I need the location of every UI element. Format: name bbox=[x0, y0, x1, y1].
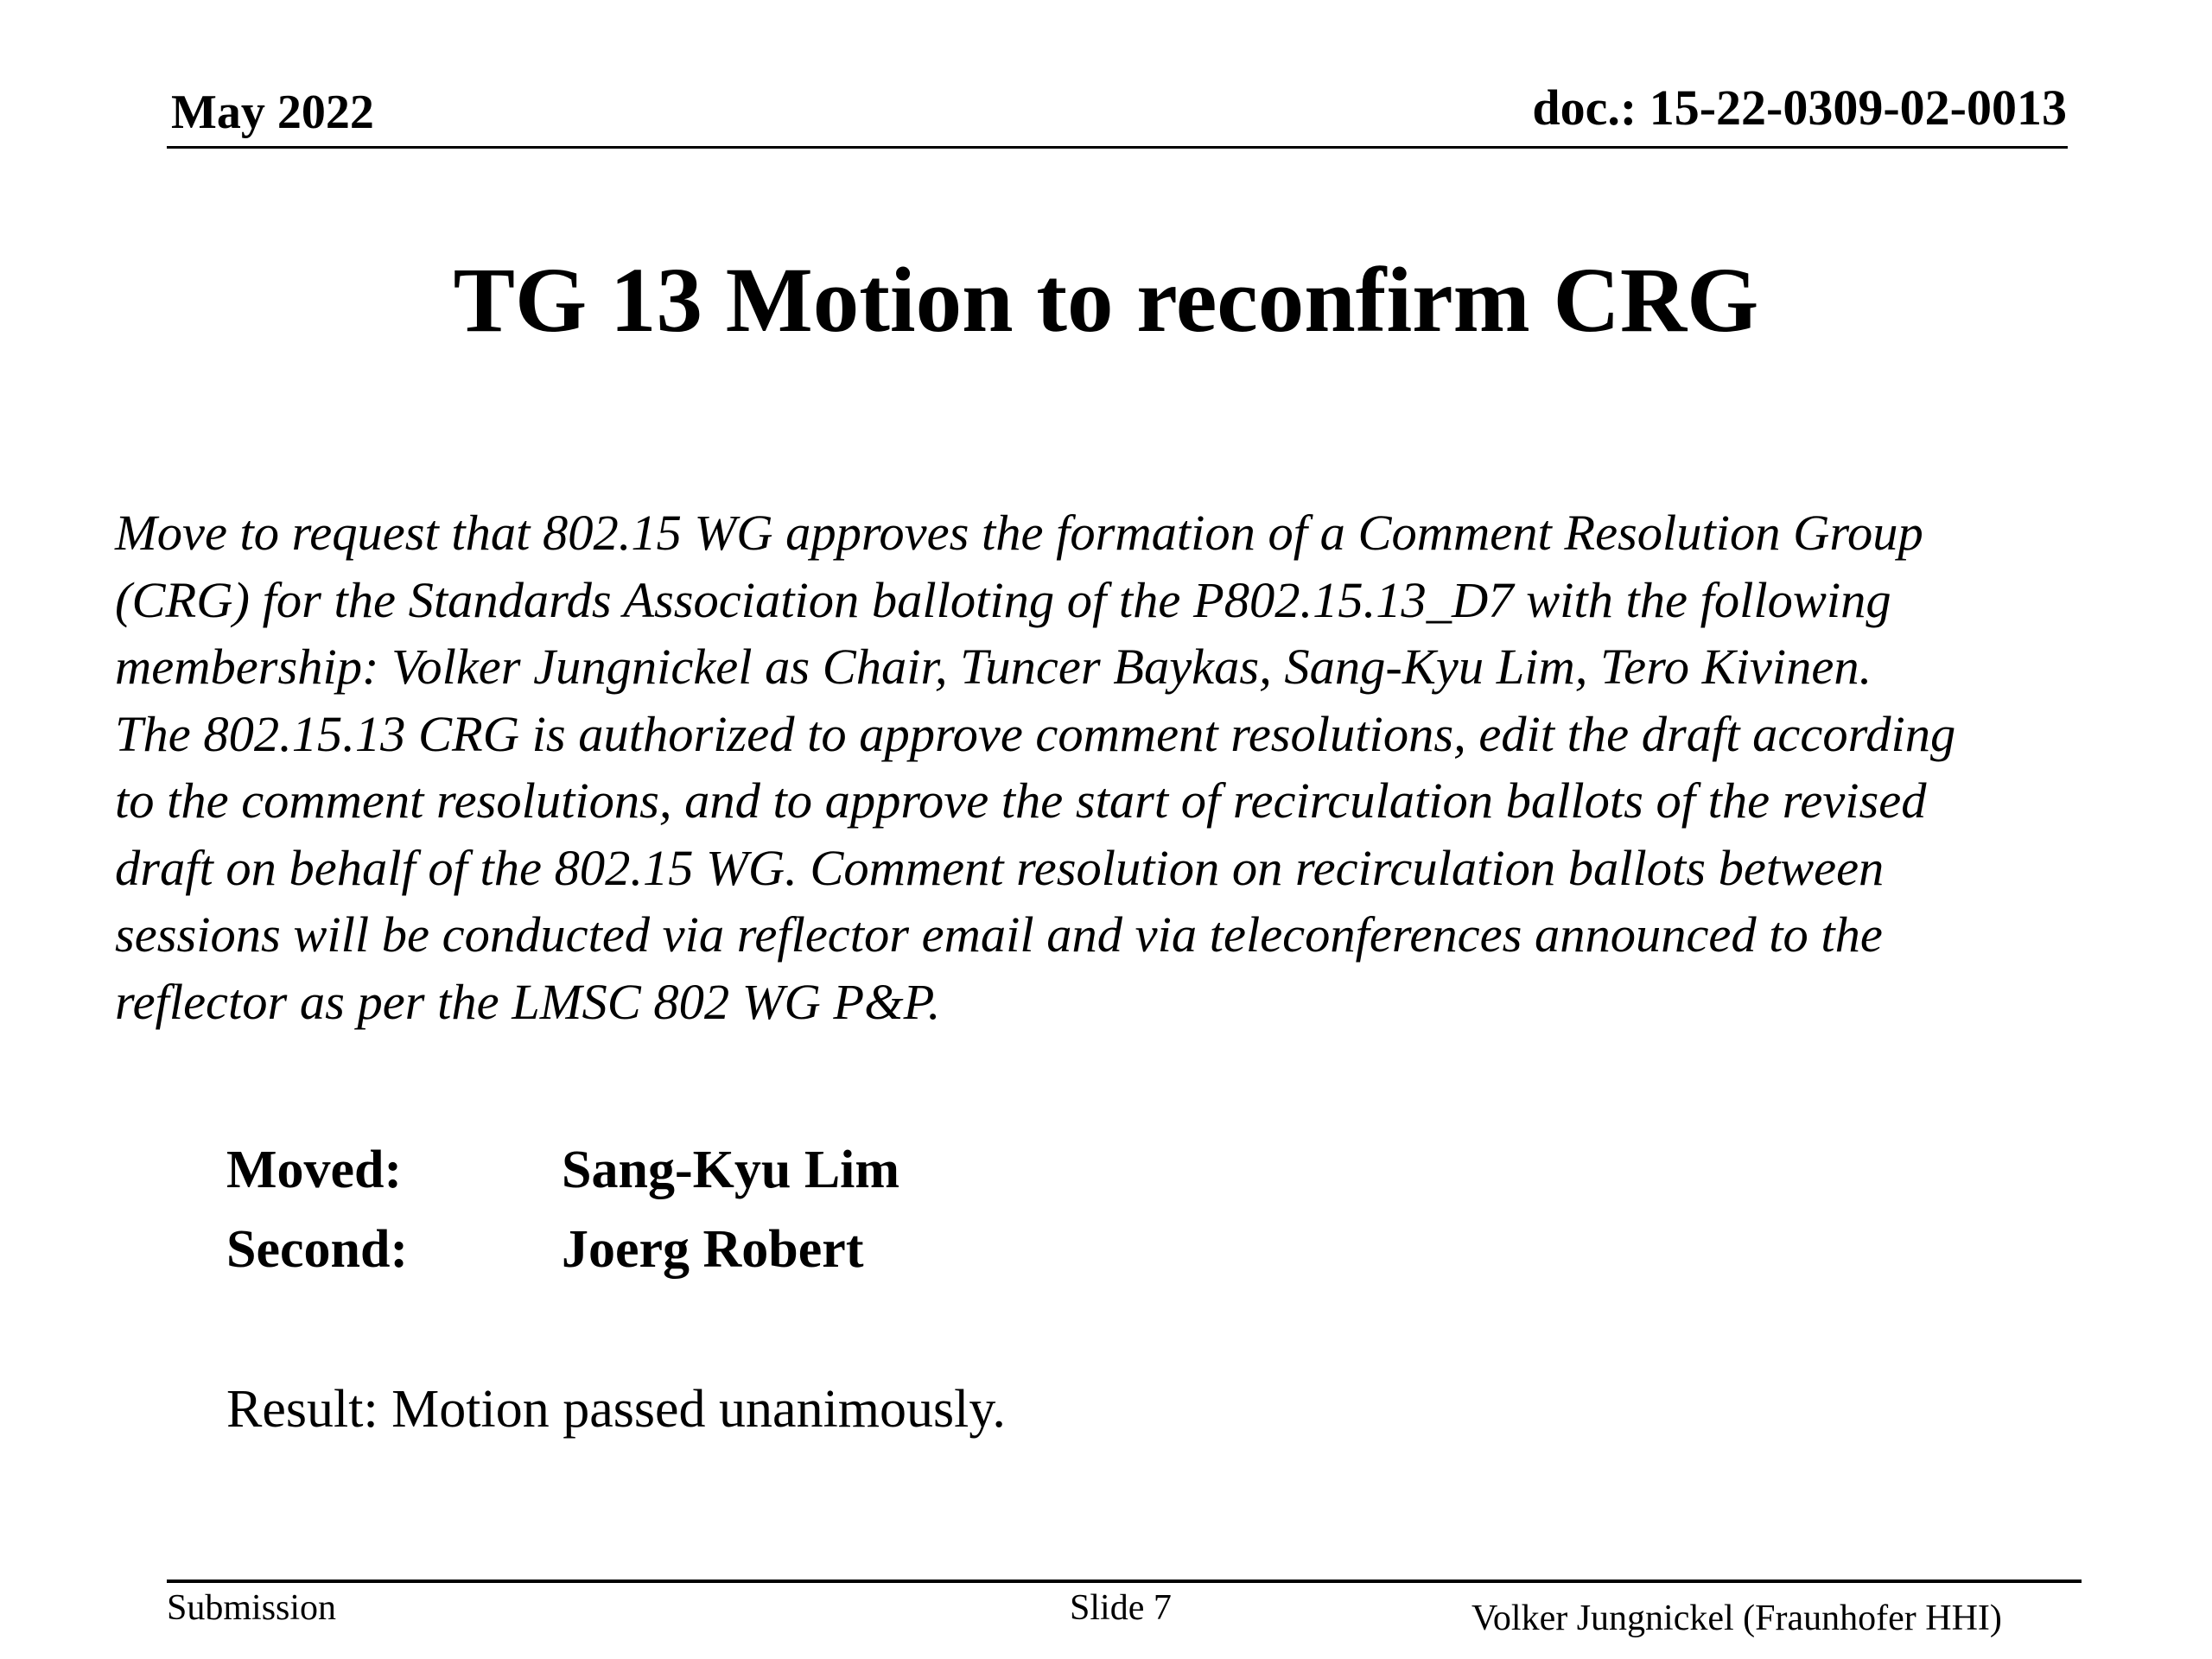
footer-author: Volker Jungnickel (Fraunhofer HHI) bbox=[1471, 1599, 2002, 1638]
footer-submission: Submission bbox=[167, 1588, 337, 1628]
footer-slide-number: Slide 7 bbox=[1070, 1588, 1172, 1628]
header-doc-id: doc.: 15-22-0309-02-0013 bbox=[1532, 79, 2067, 136]
second-row bbox=[226, 1220, 864, 1279]
header-divider bbox=[167, 146, 2068, 149]
slide-title: TG 13 Motion to reconfirm CRG bbox=[453, 250, 1759, 352]
moved-name: Sang-Kyu Lim bbox=[562, 1141, 900, 1199]
second-name: Joerg Robert bbox=[562, 1220, 864, 1279]
header-date: May 2022 bbox=[171, 86, 374, 139]
motion-text: Move to request that 802.15 WG approves the formation of a Comment Resolution Group (CRG) for the Standards Association balloting of the P802.15.13_D7 with the following membership: Volker Jungnickel as Chair, Tuncer Baykas, Sang-Kyu Lim, Tero Kivinen. The 802.15.13 CRG is authorized to approve comment resolutions, edit the draft according to the comment resolutions, and to approve the start of recirculation ballots of the revised draft on behalf of the 802.15 WG. Comment resolution on recirculation ballots between sessions will be conducted via reflector email and via teleconferences announced to the reflector as per the LMSC 802 WG P&P. bbox=[115, 505, 1956, 1030]
footer-divider bbox=[167, 1580, 2082, 1583]
moved-row bbox=[226, 1143, 899, 1197]
result-text: Result: Motion passed unanimously. bbox=[226, 1380, 1006, 1439]
moved-label: Moved: bbox=[226, 1141, 403, 1199]
second-label: Second: bbox=[226, 1220, 409, 1279]
